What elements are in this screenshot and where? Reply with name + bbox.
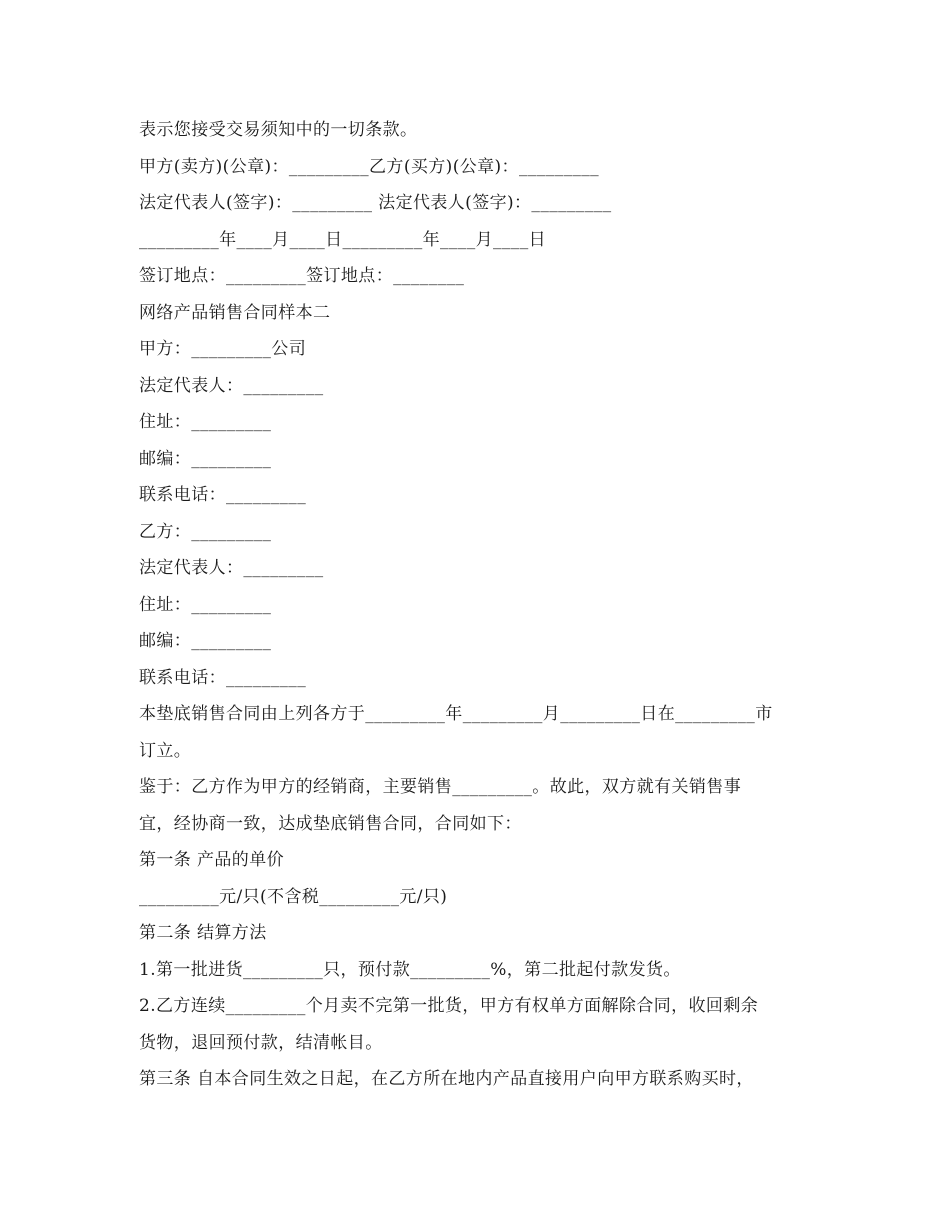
party-a-postcode: 邮编：_________ xyxy=(139,448,272,469)
article-1-title: 第一条 产品的单价 xyxy=(139,850,285,870)
whereas-clause-cont: 宜，经协商一致，达成垫底销售合同，合同如下： xyxy=(139,813,522,834)
section-title: 网络产品销售合同样本二 xyxy=(139,302,331,323)
article-2-title: 第二条 结算方法 xyxy=(139,923,267,943)
party-a-representative: 法定代表人：_________ xyxy=(139,375,324,396)
contract-date-place-cont: 订立。 xyxy=(139,740,192,761)
article-2-item-1: 1.第一批进货_________只，预付款_________%，第二批起付款发货。 xyxy=(139,959,681,980)
signature-line-places: 签订地点：_________签订地点：________ xyxy=(139,266,465,286)
article-2-item-2: 2.乙方连续_________个月卖不完第一批货，甲方有权单方面解除合同，收回剩余 xyxy=(139,996,759,1016)
article-1-price: _________元/只(不含税_________元/只) xyxy=(139,886,448,907)
contract-date-place: 本垫底销售合同由上列各方于_________年_________月_________日在_________市 xyxy=(139,704,773,724)
whereas-clause: 鉴于：乙方作为甲方的经销商，主要销售_________。故此，双方就有关销售事 xyxy=(139,777,742,797)
signature-line-dates: _________年____月____日_________年____月____日 xyxy=(139,229,546,250)
text-line: 表示您接受交易须知中的一切条款。 xyxy=(139,120,418,140)
party-b-address: 住址：_________ xyxy=(139,594,272,615)
article-3-text: 第三条 自本合同生效之日起，在乙方所在地内产品直接用户向甲方联系购买时， xyxy=(139,1069,754,1089)
party-a-address: 住址：_________ xyxy=(139,412,272,432)
signature-line-parties: 甲方(卖方)(公章)：_________乙方(买方)(公章)：_________ xyxy=(139,156,600,177)
party-a-phone: 联系电话：_________ xyxy=(139,485,307,505)
party-b-postcode: 邮编：_________ xyxy=(139,631,272,651)
signature-line-representatives: 法定代表人(签字)：_________ 法定代表人(签字)：_________ xyxy=(139,193,612,213)
article-2-item-2-cont: 货物，退回预付款，结清帐目。 xyxy=(139,1032,383,1053)
party-a-name: 甲方：_________公司 xyxy=(139,339,307,359)
party-b-name: 乙方：_________ xyxy=(139,521,272,542)
document-body xyxy=(139,112,819,1098)
party-b-phone: 联系电话：_________ xyxy=(139,667,307,688)
party-b-representative: 法定代表人：_________ xyxy=(139,558,324,578)
